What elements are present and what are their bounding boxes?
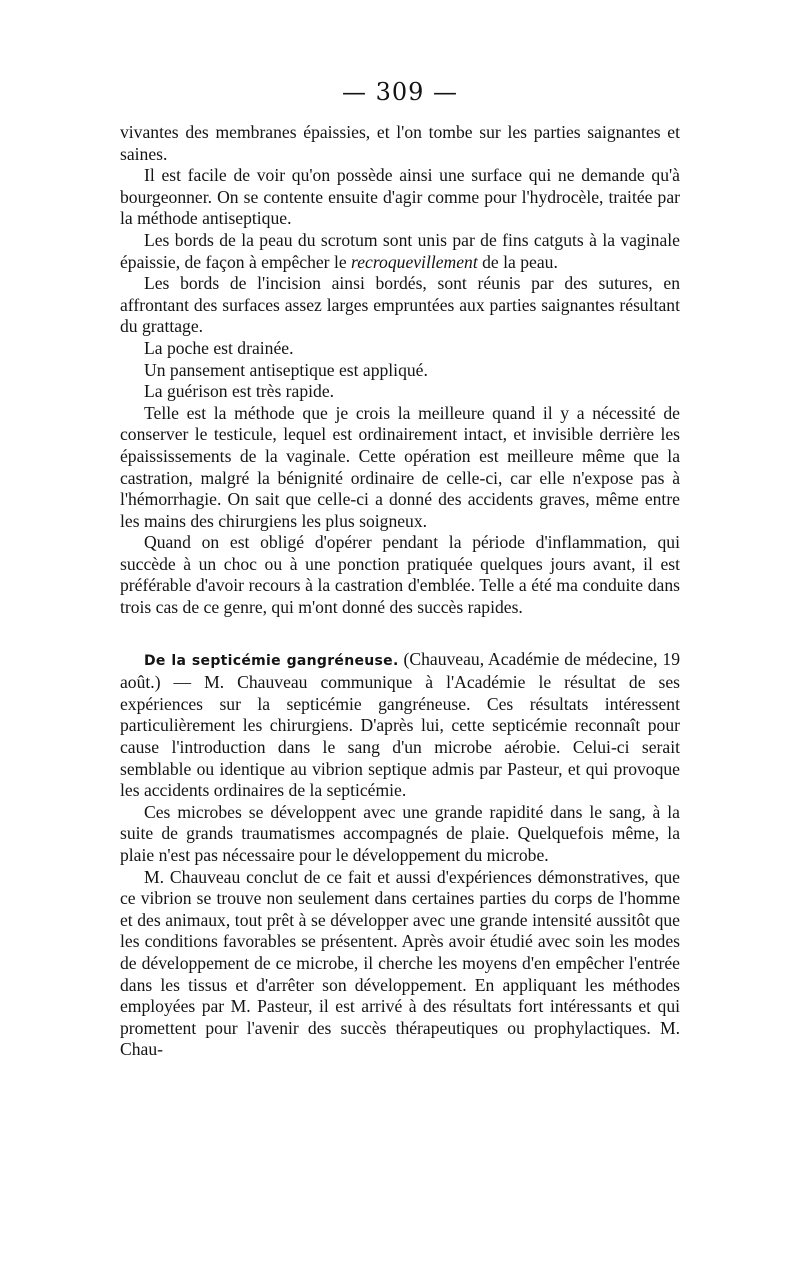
paragraph: Un pansement antiseptique est appliqué. <box>144 359 428 380</box>
text-column <box>120 122 680 1061</box>
paragraph: Quand on est obligé d'opérer pendant la période d'inflammation, qui succède à un choc ou à une ponction pratiquée quelques jours avant, il est préférable d'avoir recours à la castration d'emblée. Telle a été ma conduite dans trois cas de ce genre, qui m'ont donné des succès rapides. <box>120 532 680 618</box>
paragraph: La guérison est très rapide. <box>144 381 335 402</box>
paragraph: vivantes des membranes épaissies, et l'on tombe sur les parties saignantes et saines. <box>120 122 680 164</box>
paragraph-text: de la peau. <box>477 251 558 272</box>
section-lead-text: (Chauveau, Académie de médecine, 19 août.) — M. Chauveau communique à l'Académie le résultat de ses expériences sur la septicémie gangréneuse. Ces résultats intéressent particulièrement les chirurgiens. D'après lui, cette septicémie reconnaît pour cause l'introduction dans le sang d'un microbe aérobie. Celui-ci serait semblable ou identique au vibrion septique admis par Pasteur, et qui provoque les accidents ordinaires de la septicémie. <box>120 648 680 801</box>
paragraph: Telle est la méthode que je crois la meilleure quand il y a nécessité de conserver le testicule, lequel est ordinairement intact, et invisible derrière les épaississements de la vaginale. Cette opération est meilleure même que la castration, malgré la bénignité ordinaire de celle-ci, car elle n'expose pas à l'hémorrhagie. On sait que celle-ci a donné des accidents graves, même entre les mains des chirurgiens les plus soigneux. <box>120 402 680 531</box>
italic-term: recroquevillement <box>351 251 478 272</box>
paragraph: Ces microbes se développent avec une grande rapidité dans le sang, à la suite de grands traumatismes accompagnés de plaie. Quelquefois même, la plaie n'est pas nécessaire pour le développement du microbe. <box>120 801 680 865</box>
section-title: De la septicémie gangréneuse. <box>144 652 399 669</box>
paragraph: Il est facile de voir qu'on possède ainsi une surface qui ne demande qu'à bourgeonner. On se contente ensuite d'agir comme pour l'hydrocèle, traitée par la méthode antiseptique. <box>120 165 680 229</box>
paragraph: M. Chauveau conclut de ce fait et aussi d'expériences démonstratives, que ce vibrion se trouve non seulement dans certaines parties du corps de l'homme et des animaux, tout prêt à se développer avec une grande intensité aussitôt que les conditions favorables se présentent. Après avoir étudié avec soin les modes de développement de ce microbe, il cherche les moyens d'en empêcher l'entrée dans les tissus et d'arrêter son développement. En appliquant les méthodes employées par M. Pasteur, il est arrivé à des résultats fort intéressants et qui promettent pour l'avenir des succès thérapeutiques ou prophylactiques. M. Chau- <box>120 866 680 1060</box>
paragraph-text: Les bords de la peau du scrotum sont unis par de fins catguts à la vaginale épaissie, de façon à empêcher le <box>120 229 680 272</box>
paragraph: Les bords de l'incision ainsi bordés, sont réunis par des sutures, en affrontant des surfaces assez larges empruntées aux parties saignantes résultant du grattage. <box>120 273 680 337</box>
paragraph: La poche est drainée. <box>144 337 294 358</box>
paragraph <box>120 230 680 273</box>
section-paragraph <box>120 649 680 802</box>
page-number: — 309 — <box>341 78 459 106</box>
